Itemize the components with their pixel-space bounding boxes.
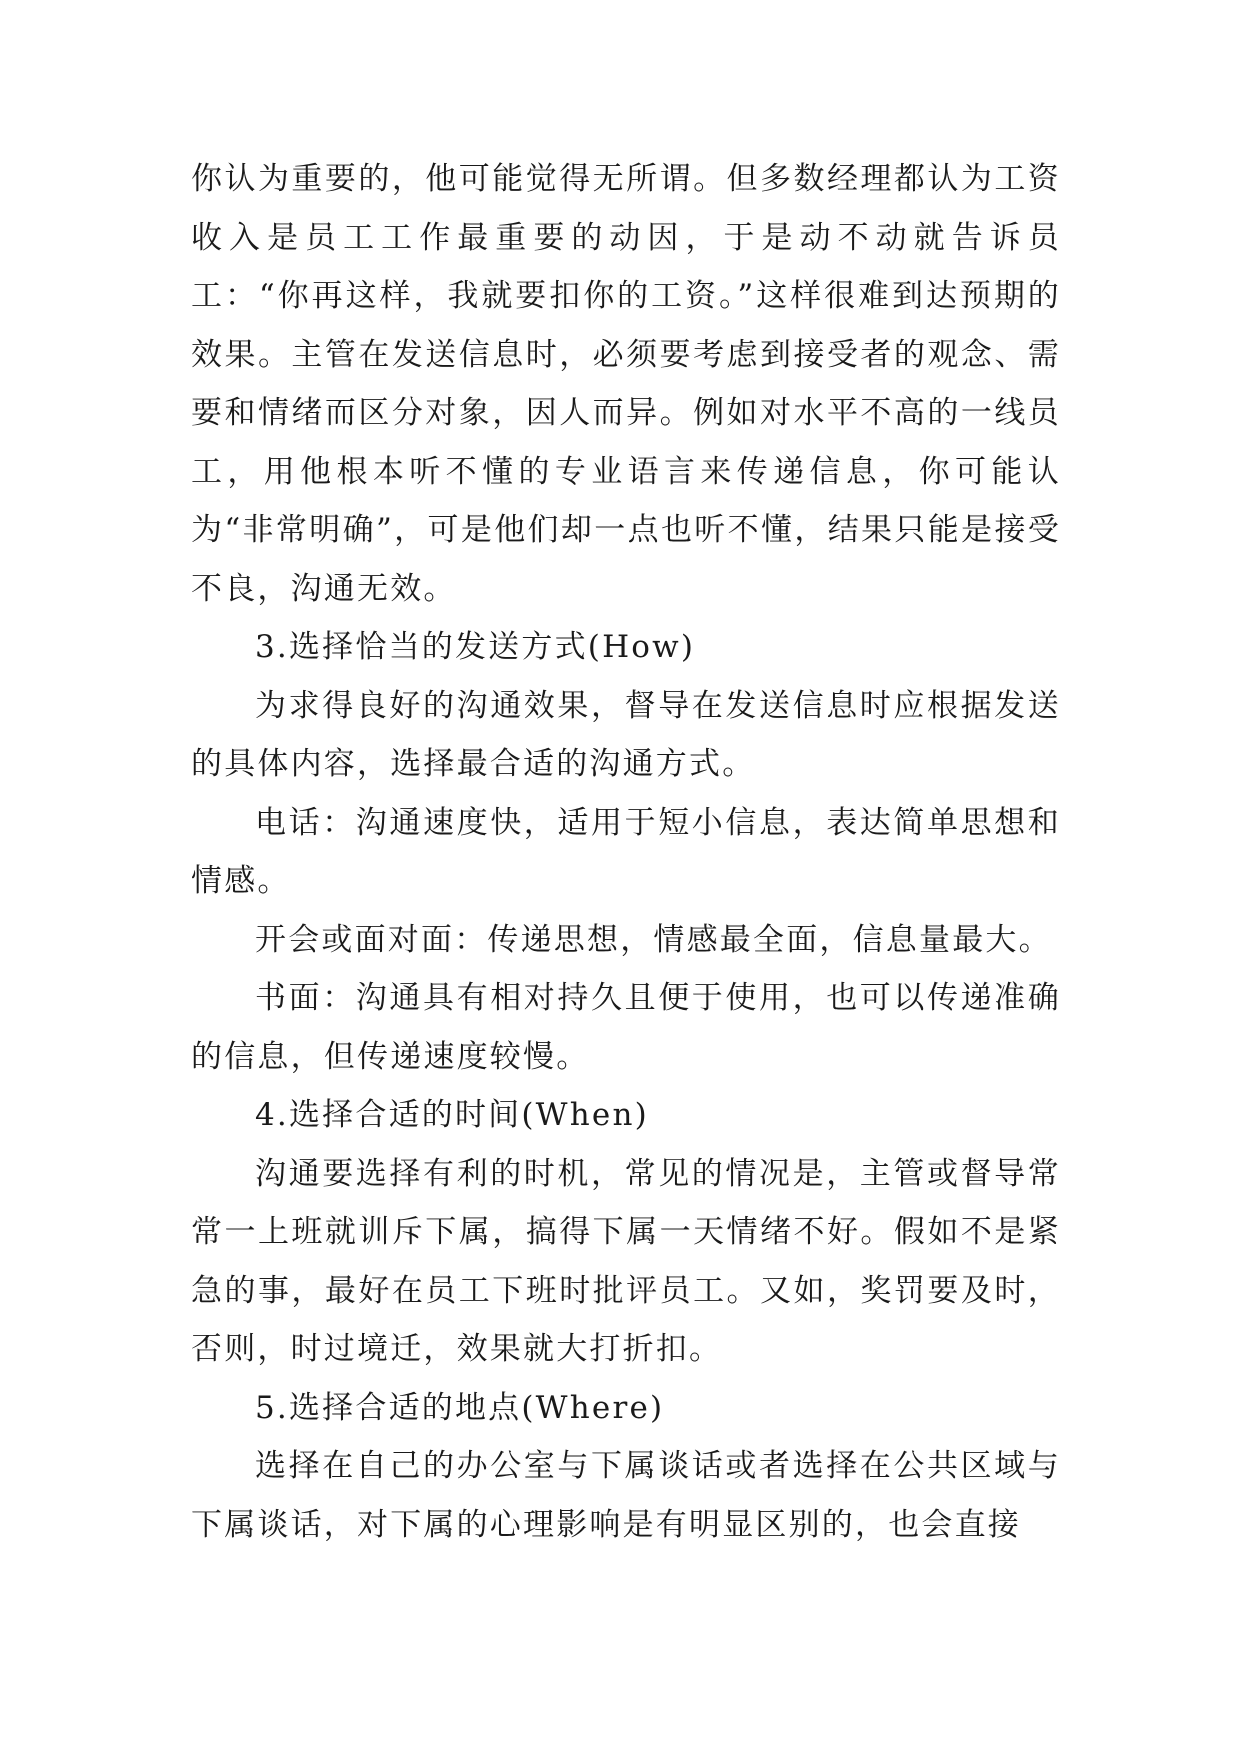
section-heading-where: 5.选择合适的地点(Where) bbox=[255, 1389, 665, 1426]
body-paragraph-written: 书面：沟通具有相对持久且便于使用，也可以传递准确的信息，但传递速度较慢。 bbox=[191, 980, 1061, 1075]
section-heading-how: 3.选择恰当的发送方式(How) bbox=[255, 629, 696, 665]
body-paragraph-phone: 电话：沟通速度快，适用于短小信息，表达简单思想和情感。 bbox=[191, 804, 1061, 899]
body-paragraph: 沟通要选择有利的时机，常见的情况是，主管或督导常常一上班就训斥下属，搞得下属一天情绪不好。假如不是紧急的事，最好在员工下班时批评员工。又如，奖罚要及时，否则，时过境迁，效果就大打折扣。 bbox=[191, 1155, 1061, 1367]
body-paragraph: 为求得良好的沟通效果，督导在发送信息时应根据发送的具体内容，选择最合适的沟通方式。 bbox=[191, 687, 1061, 782]
document-page bbox=[191, 150, 1061, 1554]
body-paragraph: 选择在自己的办公室与下属谈话或者选择在公共区域与下属谈话，对下属的心理影响是有明显区别的，也会直接 bbox=[191, 1448, 1061, 1543]
body-paragraph-meeting: 开会或面对面：传递思想，情感最全面，信息量最大。 bbox=[255, 921, 1052, 958]
section-heading-when: 4.选择合适的时间(When) bbox=[255, 1097, 649, 1133]
body-paragraph: 你认为重要的，他可能觉得无所谓。但多数经理都认为工资收入是员工工作最重要的动因，于是动不动就告诉员工：“你再这样，我就要扣你的工资。”这样很难到达预期的效果。主管在发送信息时，必须要考虑到接受者的观念、需要和情绪而区分对象，因人而异。例如对水平不高的一线员工，用他根本听不懂的专业语言来传递信息，你可能认为“非常明确”，可是他们却一点也听不懂，结果只能是接受不良，沟通无效。 bbox=[191, 161, 1061, 607]
